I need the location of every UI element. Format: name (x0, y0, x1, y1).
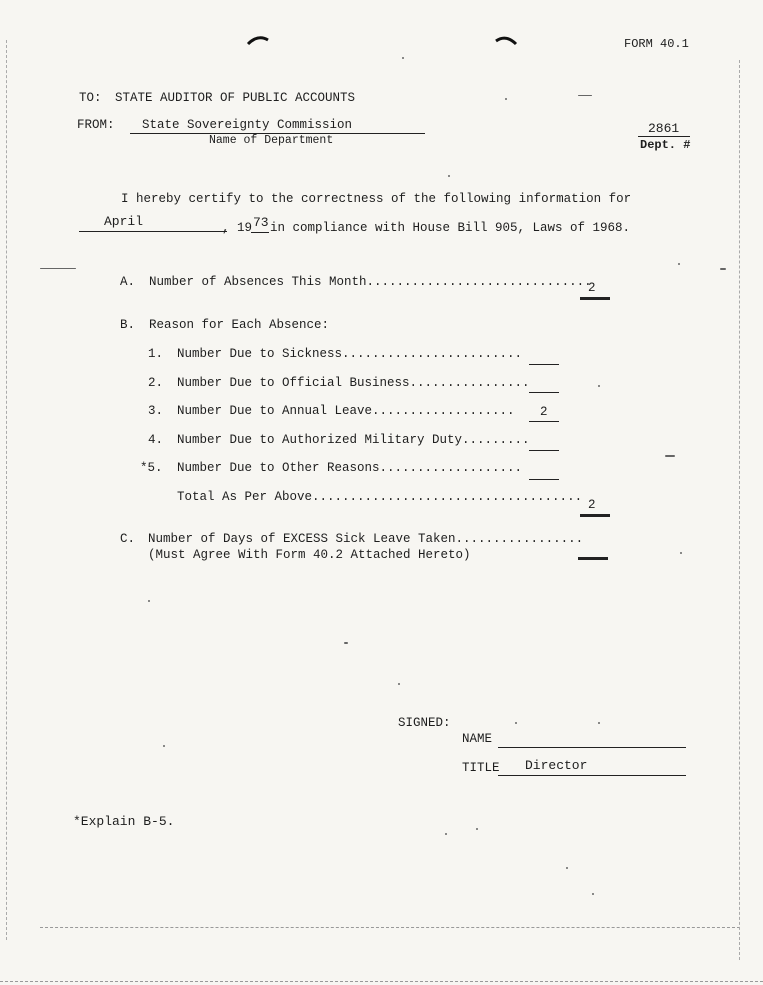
speck (566, 867, 568, 869)
scan-edge-bottom-2 (0, 981, 763, 982)
speck (665, 455, 675, 457)
speck (505, 98, 507, 100)
speck (402, 57, 404, 59)
from-label: FROM: (77, 118, 115, 132)
year-prefix: , 19 (222, 221, 253, 235)
b-item-5-line (529, 479, 559, 480)
speck (476, 828, 478, 830)
b-total-value-line (580, 514, 610, 517)
b-item-4-num: 4. (148, 433, 164, 447)
b-item-2-num: 2. (148, 376, 164, 390)
compliance-text: in compliance with House Bill 905, Laws of 1968. (270, 221, 631, 235)
section-a-label: Number of Absences This Month.............................. (149, 275, 592, 289)
section-a-value-line (580, 297, 610, 300)
punch-hole-right-icon (494, 34, 518, 46)
section-c-label: Number of Days of EXCESS Sick Leave Taken................. (148, 532, 584, 546)
speck (598, 385, 600, 387)
department-caption: Name of Department (209, 134, 334, 147)
section-a-letter: A. (120, 275, 136, 289)
section-a-value: 2 (588, 281, 596, 295)
year-line (251, 232, 269, 233)
footnote: *Explain B-5. (73, 814, 175, 829)
b-total-value: 2 (588, 498, 596, 512)
section-c-note: (Must Agree With Form 40.2 Attached Hereto) (148, 548, 471, 562)
scan-edge-right (739, 60, 740, 960)
month-value: April (104, 214, 144, 229)
speck (148, 600, 150, 602)
month-line (79, 231, 227, 232)
b-item-3-label: Number Due to Annual Leave................... (177, 404, 515, 418)
section-c-letter: C. (120, 532, 136, 546)
scan-edge-bottom (40, 927, 740, 928)
scan-edge-left (6, 40, 7, 940)
speck (344, 642, 348, 644)
name-line (498, 747, 686, 748)
b-item-3-num: 3. (148, 404, 164, 418)
speck (515, 722, 517, 724)
to-label: TO: (79, 91, 102, 105)
speck (445, 833, 447, 835)
title-value: Director (525, 758, 588, 773)
form-id: FORM 40.1 (624, 37, 689, 51)
speck (720, 268, 726, 270)
b-item-5-num: *5. (140, 461, 163, 475)
b-item-3-line (529, 421, 559, 422)
b-item-1-label: Number Due to Sickness........................ (177, 347, 523, 361)
section-b-letter: B. (120, 318, 136, 332)
speck (592, 893, 594, 895)
punch-hole-left-icon (246, 34, 270, 46)
title-line (498, 775, 686, 776)
speck (578, 95, 592, 96)
title-label: TITLE (462, 761, 500, 775)
speck (678, 263, 680, 265)
b-item-4-line (529, 450, 559, 451)
section-c-value-line (578, 557, 608, 560)
speck (40, 268, 76, 269)
dept-number-line (638, 136, 690, 137)
speck (680, 552, 682, 554)
b-item-2-label: Number Due to Official Business................ (177, 376, 530, 390)
b-item-5-label: Number Due to Other Reasons................... (177, 461, 523, 475)
name-label: NAME (462, 732, 493, 746)
signed-label: SIGNED: (398, 716, 451, 730)
dept-number: 2861 (648, 121, 680, 136)
dept-caption: Dept. # (640, 138, 691, 152)
b-total-label: Total As Per Above.................................... (177, 490, 583, 504)
year-suffix: 73 (253, 215, 269, 230)
b-item-1-line (529, 364, 559, 365)
b-item-2-line (529, 392, 559, 393)
b-item-3-value: 2 (540, 405, 548, 419)
speck (448, 175, 450, 177)
section-b-label: Reason for Each Absence: (149, 318, 330, 332)
to-value: STATE AUDITOR OF PUBLIC ACCOUNTS (115, 91, 356, 105)
speck (598, 722, 600, 724)
b-item-4-label: Number Due to Authorized Military Duty......... (177, 433, 530, 447)
department-name: State Sovereignty Commission (142, 118, 353, 132)
speck (398, 683, 400, 685)
b-item-1-num: 1. (148, 347, 164, 361)
speck (163, 745, 165, 747)
certify-text: I hereby certify to the correctness of the following information for (121, 192, 632, 206)
